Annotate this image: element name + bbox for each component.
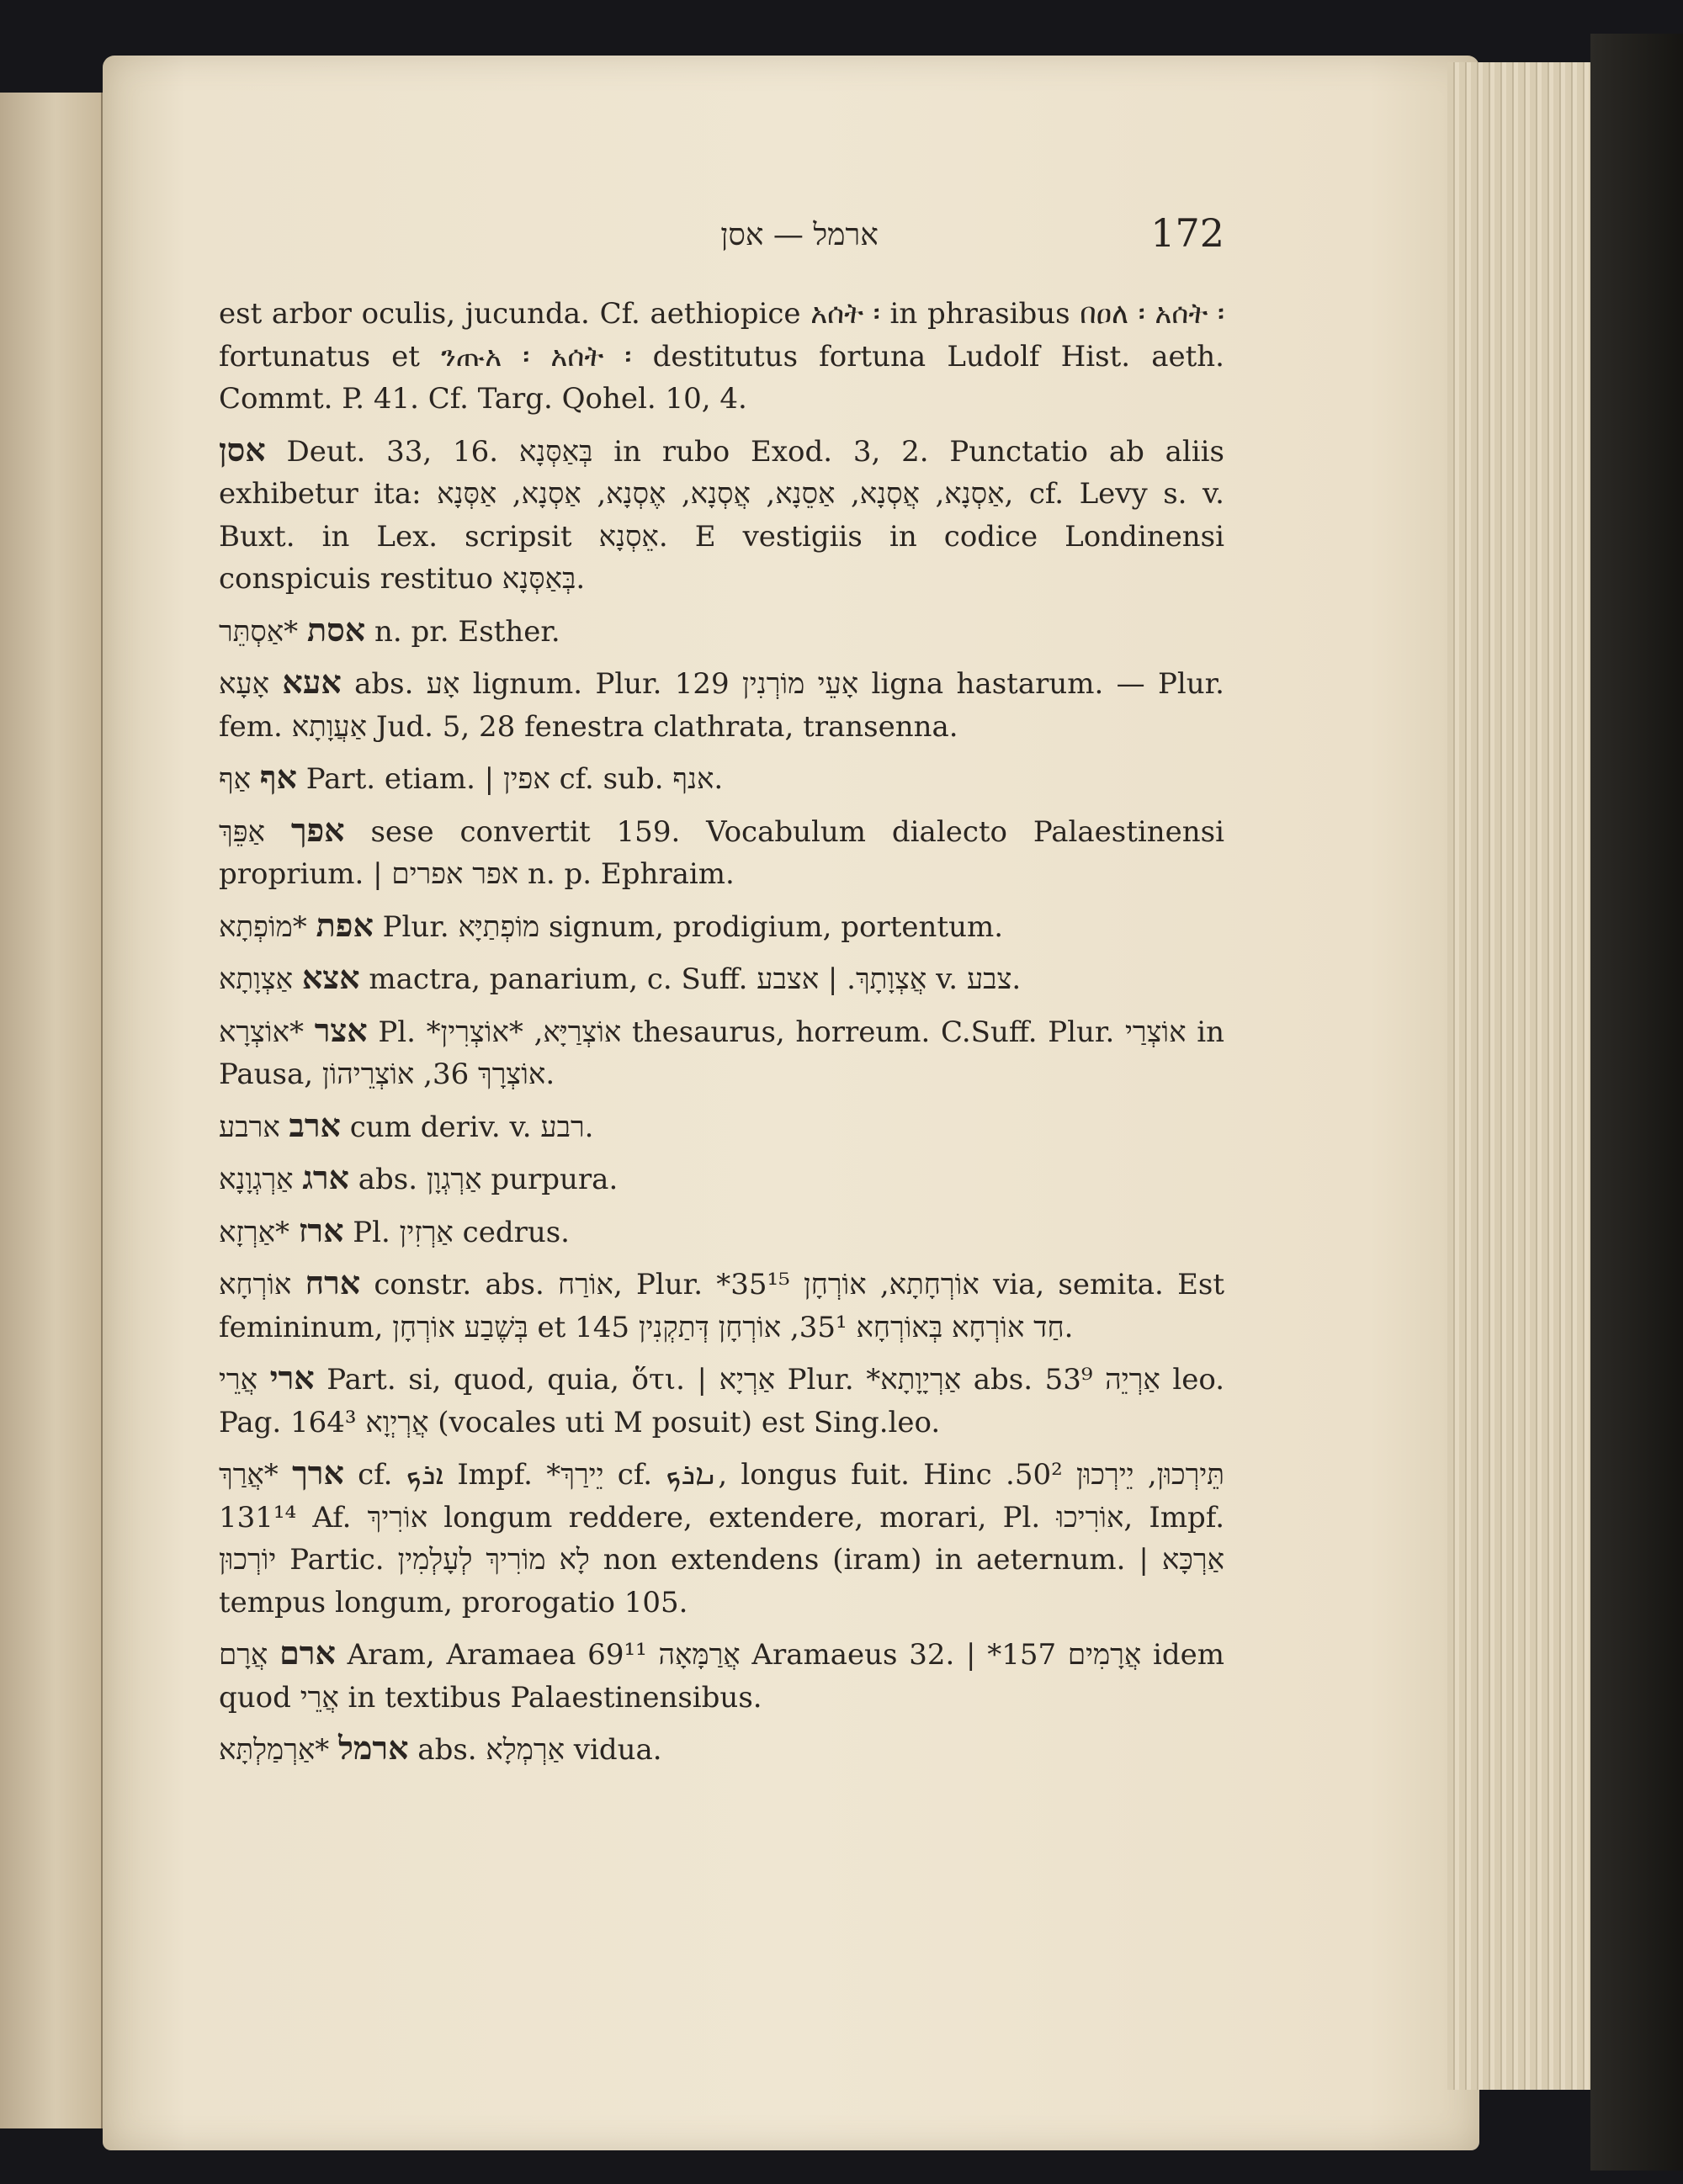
dictionary-entry	[219, 904, 1224, 949]
entry-lemma: ארם	[279, 1634, 336, 1672]
entry-text: est arbor oculis, jucunda. Cf. aethiopice አሰት ፡ in phrasibus በዐለ ፡ አሰት ፡ fortunatus et ንጡአ ፡ አሰት ፡ destitutus fortuna Ludolf Hist. aeth. Commt. P. 41. Cf. Targ. Qohel. 10, 4.	[219, 297, 1224, 416]
entry-text: ארבע cum deriv. v. רבע.	[219, 1110, 594, 1144]
dictionary-entry	[219, 661, 1224, 748]
entry-text: אָעָא abs. אָע lignum. Plur. אָעֵי מוֹרְנִין 129 ligna hastarum. — Plur. fem. אַעֲוָתָא Jud. 5, 28 fenestra clathrata, transenna.	[219, 667, 1224, 744]
entry-text: *אַרְמַלְתָּא abs. אַרְמְלָא vidua.	[219, 1733, 662, 1767]
entry-text: *אַסְתֵּר n. pr. Esther.	[219, 614, 560, 649]
entry-text: *אֲרַךְ cf. ܐܪܟ Impf. *יֵירַךְ cf. ܢܐܪܟ, longus fuit. Hinc תֵּירְכוּן, יֵירְכוּן 50². 131¹⁴ Af. אוֹרִיךְ longum reddere, extendere, morari, Pl. אוֹרִיכוּ, Impf. יוֹרְכוּן Partic. לָא מוֹרִיךְ לְעָלְמִין non extendens (iram) in aeternum. | אַרְכָּא tempus longum, prorogatio 105.	[219, 1458, 1225, 1619]
dictionary-entry	[219, 756, 1224, 801]
entry-lemma: ארח	[305, 1264, 361, 1301]
entry-lemma: אסת	[307, 610, 366, 649]
dictionary-entry	[219, 1632, 1224, 1719]
dictionary-entry	[219, 1727, 1224, 1772]
entry-lemma: אצא	[301, 958, 360, 996]
dictionary-entry	[219, 1157, 1224, 1201]
entry-lemma: אף	[259, 758, 297, 796]
dictionary-entry	[219, 1010, 1224, 1096]
entry-text: *אַרְזָא Pl. אַרְזִין cedrus.	[219, 1215, 570, 1249]
dictionary-entry	[219, 1105, 1224, 1149]
entry-text: אַפֵּךְ sese convertit 159. Vocabulum dialecto Palaestinensi proprium. | אפר אפרים n. p. Ephraim.	[219, 814, 1224, 891]
dictionary-body	[219, 293, 1224, 1780]
entry-lemma: ארג	[302, 1158, 349, 1196]
dictionary-entry	[219, 1210, 1224, 1254]
entry-lemma: ארב	[289, 1105, 341, 1144]
entry-lemma: אסן	[219, 430, 266, 469]
dictionary-entry	[219, 1452, 1224, 1624]
entry-lemma: אצר	[314, 1010, 368, 1049]
book-cover	[1590, 34, 1683, 2171]
entry-lemma: ארמל	[338, 1729, 409, 1767]
dictionary-entry	[219, 293, 1224, 421]
dictionary-entry	[219, 957, 1224, 1001]
dictionary-entry	[219, 1262, 1224, 1349]
entry-text: אֲרֵי Part. si, quod, quia, ὅτι. | אַרְיָא Plur. *אַרְיָוָתָא abs. אַרְיֵה 53⁹ leo. Pag. 164³ אֲרְיְוָא (vocales uti M posuit) est Sing.leo.	[219, 1363, 1225, 1439]
page-number: 172	[1150, 210, 1224, 256]
dictionary-entry	[219, 809, 1224, 896]
facing-page-edge	[0, 93, 103, 2128]
entry-lemma: ארי	[269, 1359, 315, 1397]
entry-lemma: אפת	[316, 905, 374, 944]
entry-lemma: אפך	[290, 810, 345, 849]
entry-lemma: ארך	[292, 1454, 344, 1492]
dictionary-entry	[219, 1357, 1224, 1444]
entry-text: אוֹרְחָא constr. abs. אוֹרַח, Plur. *אוֹרְחָתָא, אוֹרְחָן 35¹⁵ via, semita. Est femininum, בְּשֶׁבַע אוֹרְחָן et חַד אוֹרְחָא בְּאוֹרְחָא 35¹, אוֹרְחָן דְּתַקְנִין 145.	[219, 1268, 1225, 1344]
entry-lemma: ארז	[298, 1211, 344, 1249]
entry-text: *אוֹצְרָא Pl. *אוֹצְרַיָּא, *אוֹצְרִין thesaurus, horreum. C.Suff. Plur. אוֹצְרַי in Pausa, אוֹצְרָךְ 36, אוֹצְרֵיהוֹן.	[219, 1015, 1224, 1091]
entry-text: Deut. 33, 16. בְּאַסְּנָא in rubo Exod. 3, 2. Punctatio ab aliis exhibetur ita: אַסְנָא, אֲסְנָא, אַסֵנָא, אֲסְנָא, אֶסְנָא, אַסְנָא, אַסְּנָא, cf. Levy s. v. Buxt. in Lex. scripsit אֵסְנָא. E vestigiis in codice Londinensi conspicuis restituo בְּאַסְּנָא.	[219, 434, 1224, 596]
entry-text: אַף Part. etiam. | אפין cf. sub. אנף.	[219, 762, 724, 796]
entry-text: אַרְגְוָנָא abs. אַרְגְוָן purpura.	[219, 1163, 619, 1196]
dictionary-entry	[219, 609, 1224, 654]
dictionary-entry	[219, 429, 1224, 601]
entry-text: אַצְוָתָא mactra, panarium, c. Suff. אֲצְוָתָךְ. | אצבע v. צבע.	[219, 962, 1022, 996]
entry-text: אֲרָם Aram, Aramaea 69¹¹ אֲרַמָּאָה Aramaeus 32. | *אֲרָמִים 157 idem quod אֲרֵי in textibus Palaestinensibus.	[219, 1638, 1225, 1715]
entry-lemma: אעא	[282, 663, 342, 701]
page-edges	[1447, 62, 1595, 2090]
header-title: ארמל — אסן	[720, 218, 879, 252]
entry-text: *מוֹפְתָא Plur. מוֹפְתַיָּא signum, prodigium, portentum.	[219, 909, 1004, 944]
running-header	[219, 210, 1224, 269]
